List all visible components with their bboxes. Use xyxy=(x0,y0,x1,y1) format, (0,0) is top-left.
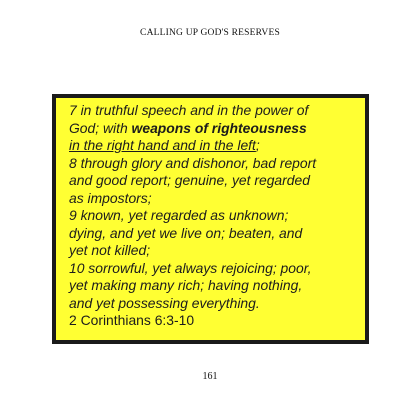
quote-line: and good report; genuine, yet regarded xyxy=(69,172,310,188)
quote-line xyxy=(69,137,359,155)
quote-text: God; with xyxy=(69,119,132,136)
quote-emphasis: weapons of righteousness xyxy=(131,119,307,136)
quote-line: yet not killed; xyxy=(69,242,151,258)
quote-line: 7 in truthful speech and in the power of xyxy=(69,102,309,118)
quote-line: 8 through glory and dishonor, bad report xyxy=(69,154,317,171)
quote-line: dying, and yet we live on; beaten, and xyxy=(69,224,303,241)
quote-line: as impostors; xyxy=(69,189,152,206)
quote-underlined-text: in the right hand and in the left xyxy=(69,137,256,153)
scripture-reference: 2 Corinthians 6:3-10 xyxy=(69,312,195,328)
quote-line: yet making many rich; having nothing, xyxy=(69,277,303,293)
page-number: 161 xyxy=(202,371,218,382)
scripture-quote-card xyxy=(52,94,369,344)
quote-text: ; xyxy=(255,137,260,153)
quote-line xyxy=(69,120,359,138)
quote-line: 9 known, yet regarded as unknown; xyxy=(69,207,289,223)
running-header: CALLING UP GOD'S RESERVES xyxy=(140,28,280,38)
quote-line: 10 sorrowful, yet always rejoicing; poor, xyxy=(69,259,312,276)
quote-line: and yet possessing everything. xyxy=(69,294,260,311)
